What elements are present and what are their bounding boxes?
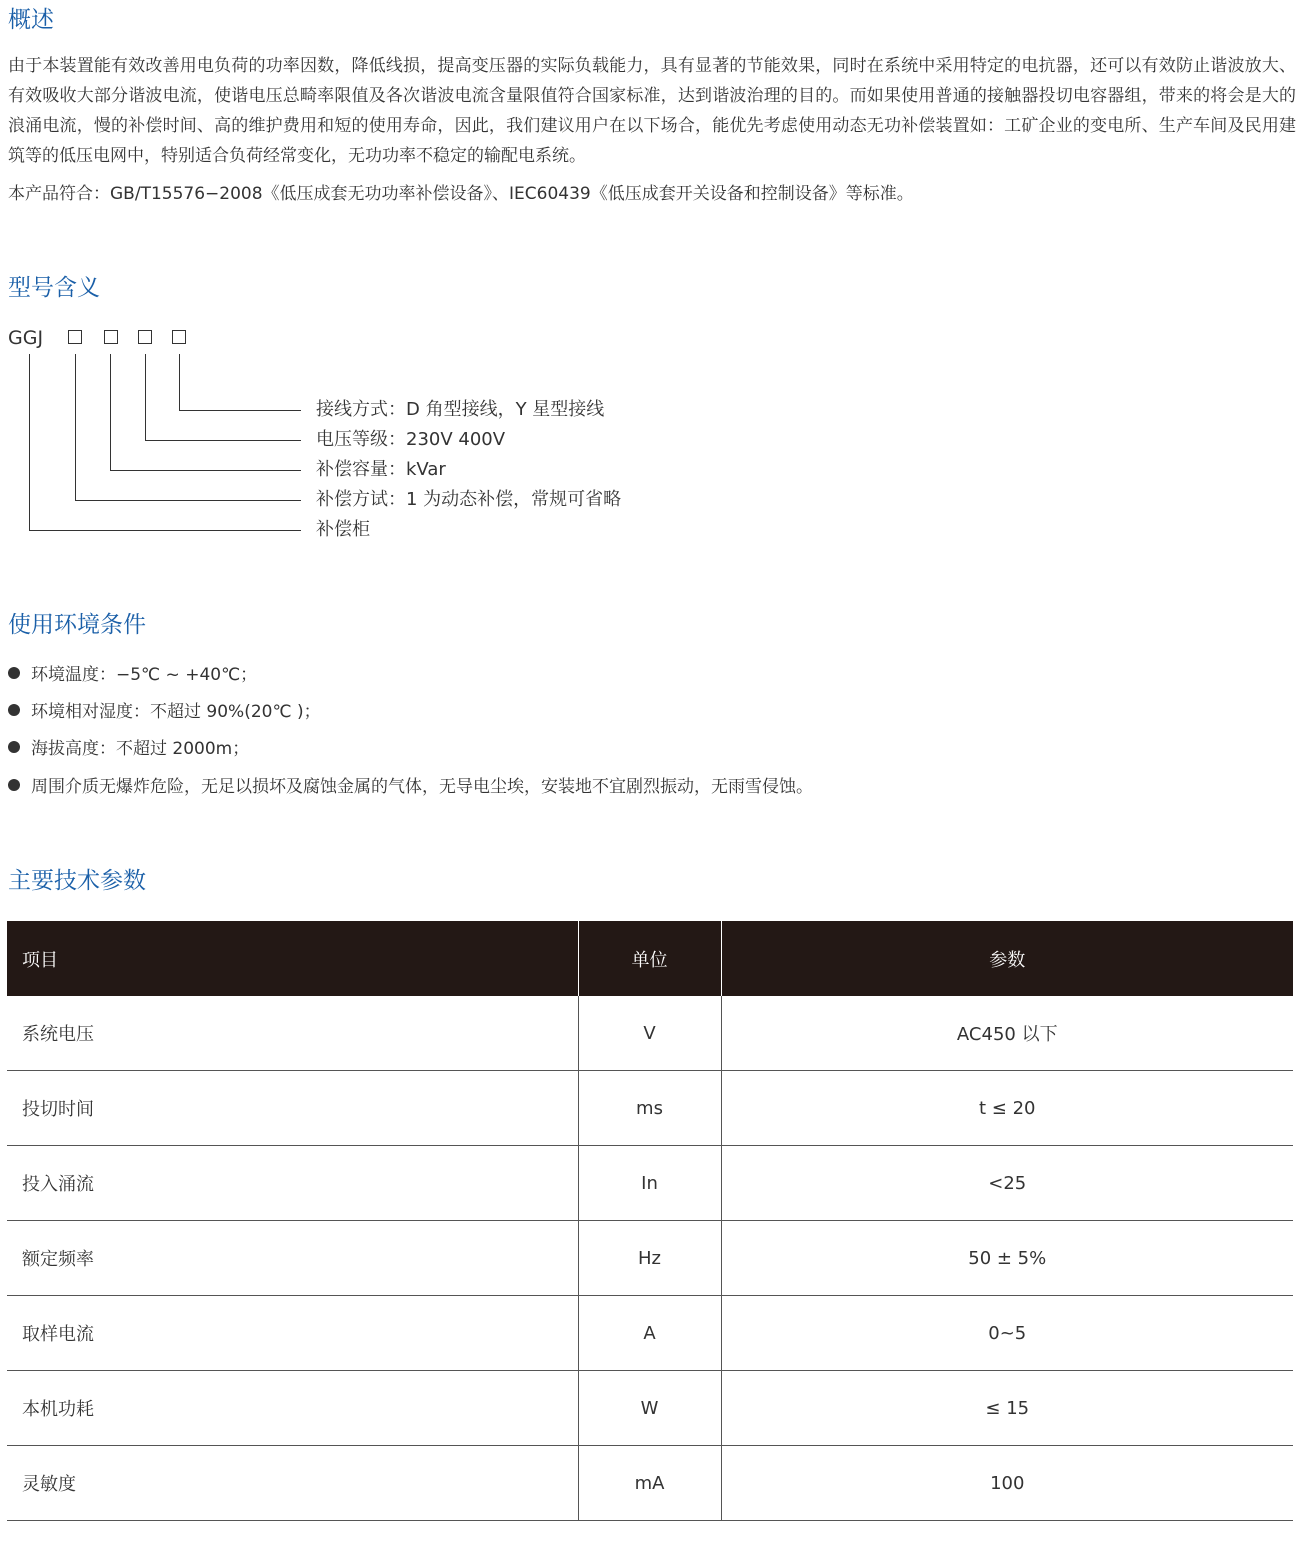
list-item	[8, 772, 1288, 802]
connector-v-2	[110, 354, 111, 470]
model-heading: 型号含义	[8, 275, 100, 301]
column-header-value: 参数	[721, 921, 1293, 996]
cell-value: 0~5	[721, 1296, 1293, 1371]
condition-text: 环境相对湿度：不超过 90%(20℃ )；	[31, 702, 321, 722]
connector-h-2	[110, 470, 301, 471]
spec-table	[7, 921, 1293, 1521]
connector-v-4	[179, 354, 180, 410]
definition-mode: 补偿方试：1 为动态补偿，常规可省略	[316, 489, 622, 510]
model-code-prefix: GGJ	[8, 327, 44, 349]
cell-value: ≤ 15	[721, 1371, 1293, 1446]
cell-unit: V	[578, 996, 721, 1071]
connector-h-1	[75, 500, 301, 501]
cell-unit: ms	[578, 1071, 721, 1146]
column-header-item: 项目	[7, 921, 578, 996]
table-row	[7, 1296, 1293, 1371]
column-header-unit: 单位	[578, 921, 721, 996]
cell-value: t ≤ 20	[721, 1071, 1293, 1146]
definition-cabinet: 补偿柜	[316, 519, 370, 540]
connector-h-4	[179, 410, 301, 411]
cell-value: 50 ± 5%	[721, 1221, 1293, 1296]
table-header-row	[7, 921, 1293, 996]
definition-wiring: 接线方式：D 角型接线，Y 星型接线	[316, 399, 605, 420]
list-item	[8, 734, 1288, 764]
connector-v-3	[145, 354, 146, 440]
cell-value: AC450 以下	[721, 996, 1293, 1071]
overview-heading: 概述	[8, 7, 54, 33]
overview-paragraph: 由于本装置能有效改善用电负荷的功率因数，降低线损，提高变压器的实际负载能力，具有显著的节能效果，同时在系统中采用特定的电抗器，还可以有效防止谐波放大、有效吸收大部分谐波电流，使谐电压总畸率限值及各次谐波电流含量限值符合国家标准，达到谐波治理的目的。而如果使用普通的接触器投切电容器组，带来的将会是大的浪涌电流，慢的补偿时间、高的维护费用和短的使用寿命，因此，我们建议用户在以下场合，能优先考虑使用动态无功补偿装置如：工矿企业的变电所、生产车间及民用建筑等的低压电网中，特别适合负荷经常变化，无功功率不稳定的输配电系统。	[8, 56, 1296, 166]
table-row	[7, 1146, 1293, 1221]
cell-item: 本机功耗	[7, 1371, 578, 1446]
table-row	[7, 1371, 1293, 1446]
placeholder-box-3	[138, 330, 152, 344]
cell-item: 投入涌流	[7, 1146, 578, 1221]
cell-unit: mA	[578, 1446, 721, 1521]
bullet-icon	[8, 667, 20, 679]
connector-v-0	[29, 354, 30, 530]
definition-capacity: 补偿容量：kVar	[316, 459, 446, 480]
cell-unit: A	[578, 1296, 721, 1371]
placeholder-box-1	[68, 330, 82, 344]
bullet-icon	[8, 779, 20, 791]
connector-h-3	[145, 440, 301, 441]
list-item	[8, 697, 1288, 727]
specs-heading: 主要技术参数	[8, 868, 146, 894]
conditions-heading: 使用环境条件	[8, 612, 146, 638]
cell-item: 投切时间	[7, 1071, 578, 1146]
bullet-icon	[8, 704, 20, 716]
condition-text: 周围介质无爆炸危险，无足以损坏及腐蚀金属的气体，无导电尘埃，安装地不宜剧烈振动，无雨雪侵蚀。	[31, 777, 813, 797]
condition-text: 海拔高度：不超过 2000m；	[31, 739, 250, 759]
definition-voltage: 电压等级：230V 400V	[316, 429, 506, 450]
placeholder-box-2	[104, 330, 118, 344]
bullet-icon	[8, 741, 20, 753]
connector-h-0	[29, 530, 301, 531]
cell-unit: In	[578, 1146, 721, 1221]
table-row	[7, 1446, 1293, 1521]
cell-unit: W	[578, 1371, 721, 1446]
cell-value: <25	[721, 1146, 1293, 1221]
cell-value: 100	[721, 1446, 1293, 1521]
standards-paragraph: 本产品符合：GB/T15576−2008《低压成套无功功率补偿设备》、IEC60439《低压成套开关设备和控制设备》等标准。	[8, 184, 914, 204]
cell-unit: Hz	[578, 1221, 721, 1296]
condition-text: 环境温度：−5℃ ~ +40℃；	[31, 665, 258, 685]
model-code-diagram	[0, 322, 700, 552]
connector-v-1	[75, 354, 76, 500]
table-row	[7, 996, 1293, 1071]
table-row	[7, 1071, 1293, 1146]
table-row	[7, 1221, 1293, 1296]
cell-item: 取样电流	[7, 1296, 578, 1371]
cell-item: 系统电压	[7, 996, 578, 1071]
cell-item: 灵敏度	[7, 1446, 578, 1521]
placeholder-box-4	[172, 330, 186, 344]
list-item	[8, 660, 1288, 690]
cell-item: 额定频率	[7, 1221, 578, 1296]
